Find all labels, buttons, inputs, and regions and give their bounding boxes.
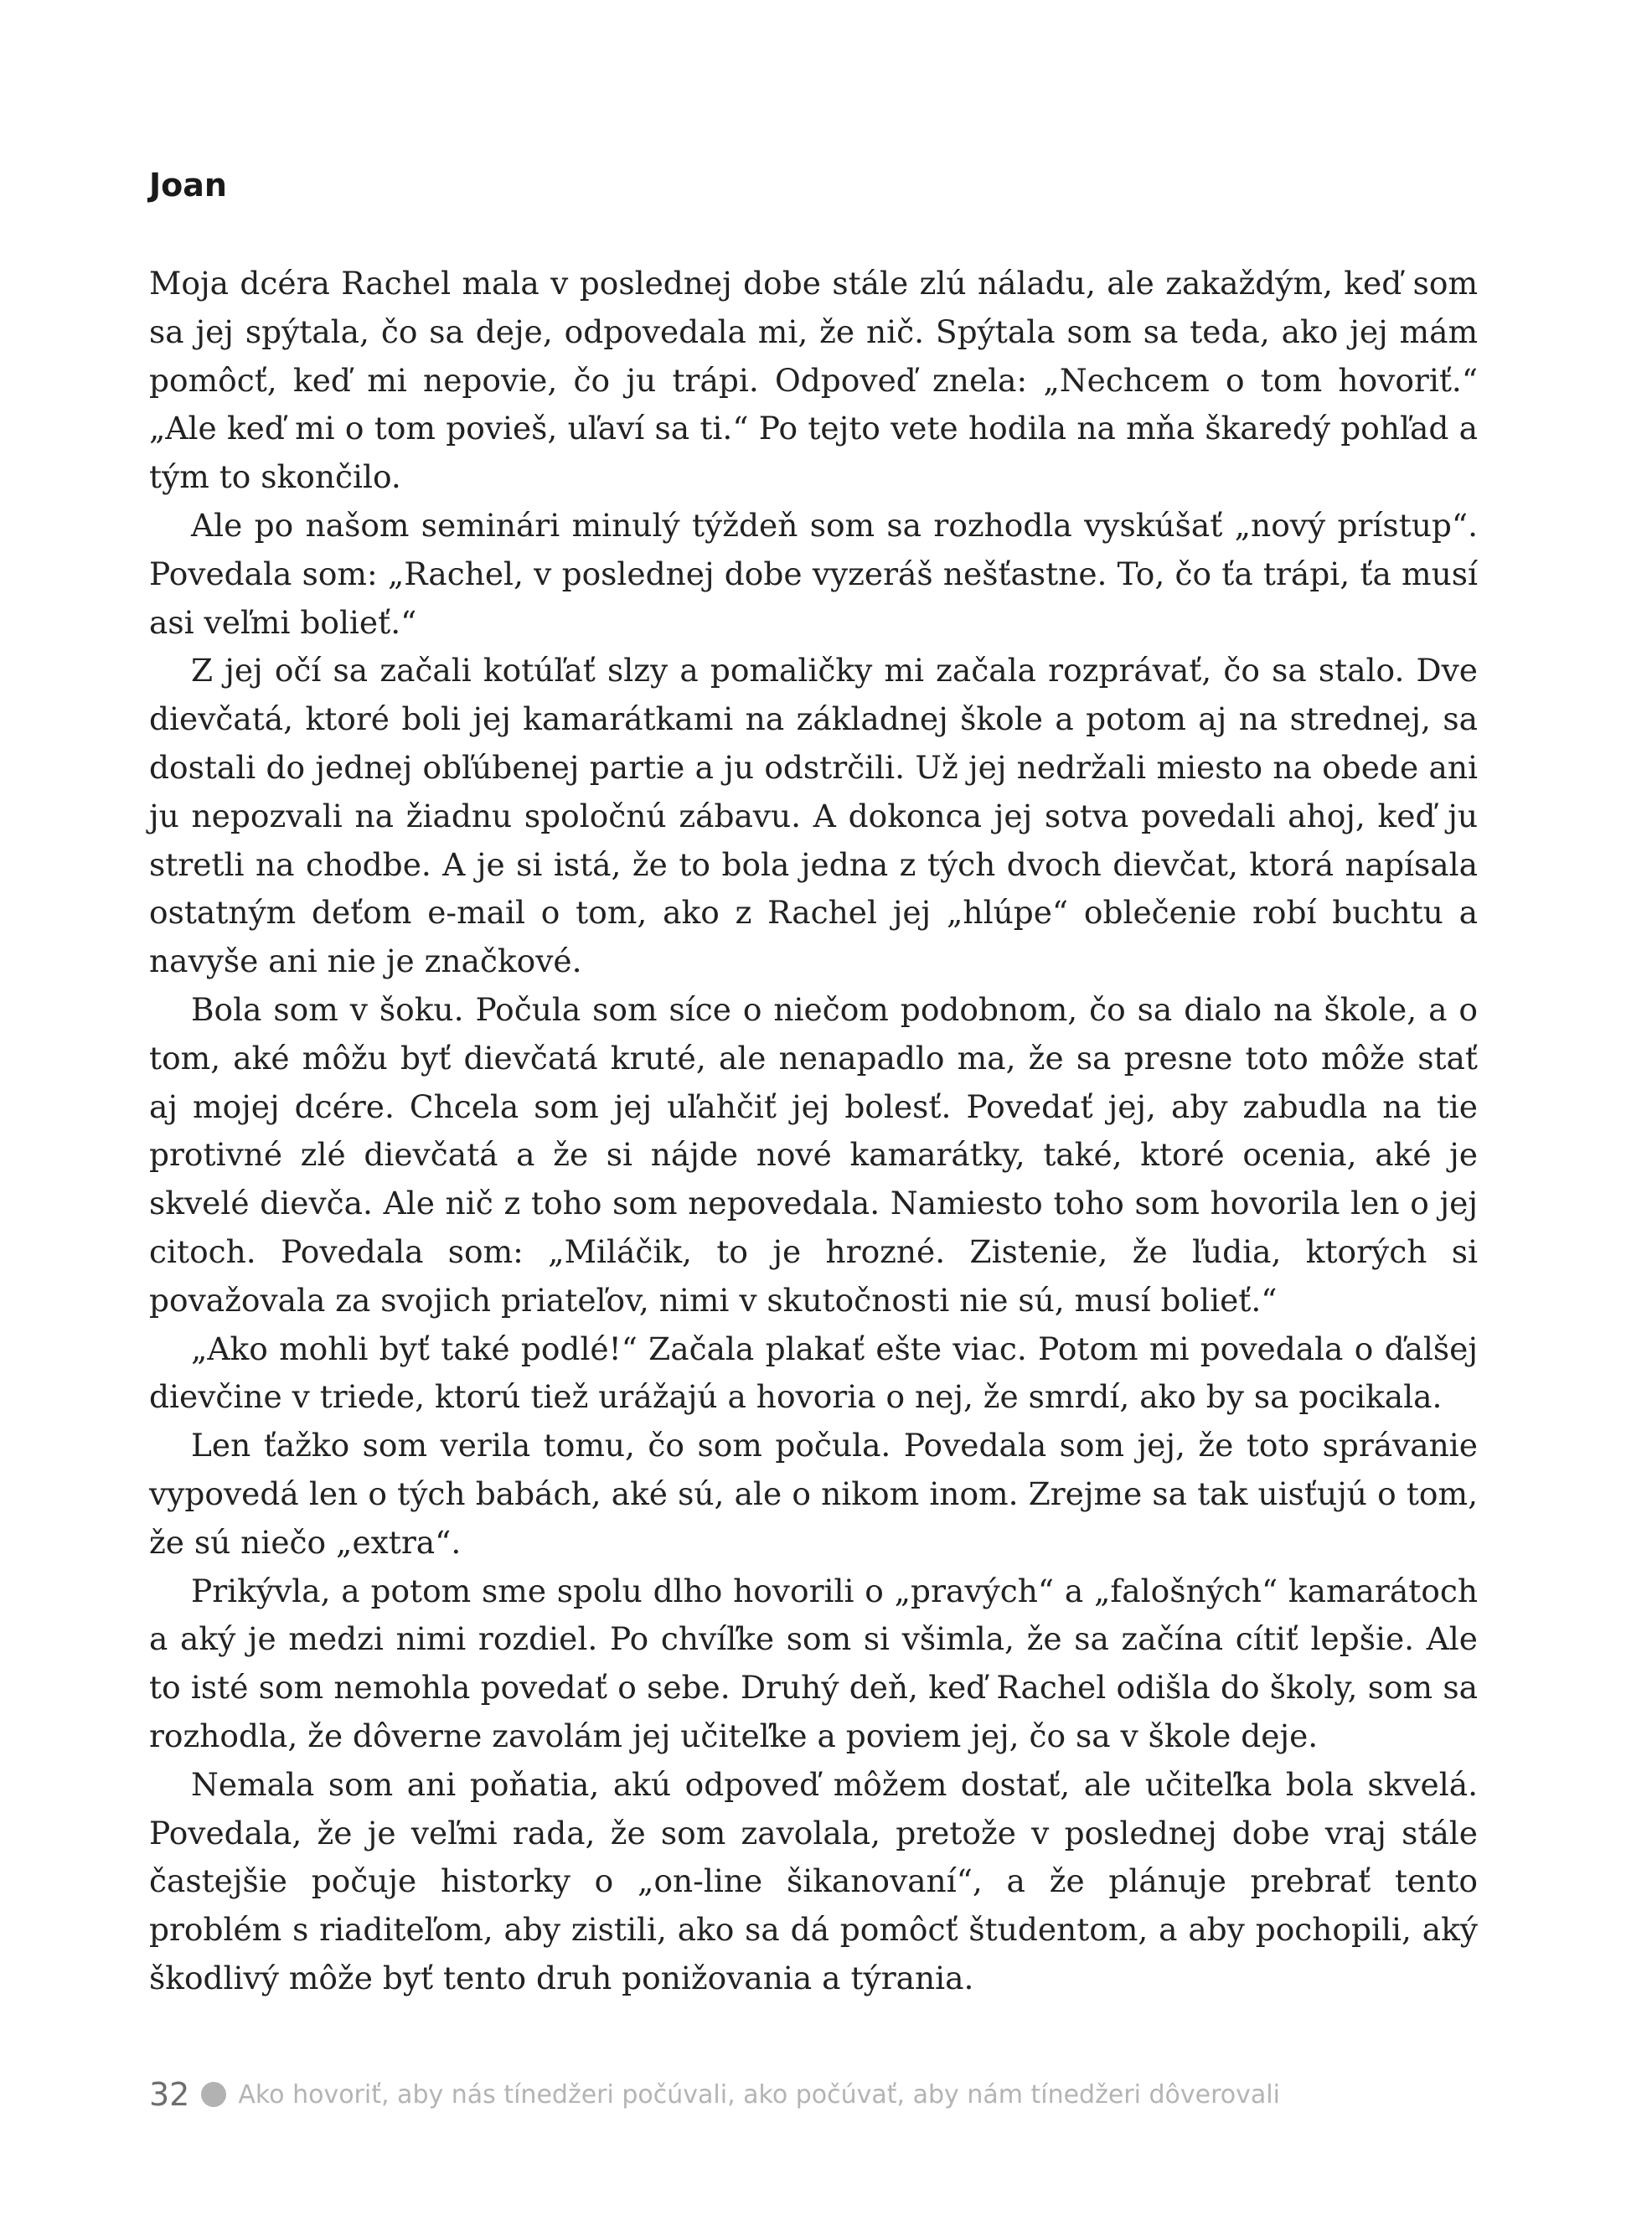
paragraph-6: Len ťažko som verila tomu, čo som počula. Povedala som jej, že toto správanie vypovedá len o tých babách, aké sú, ale o nikom inom. Zrejme sa tak uisťujú o tom, že sú niečo „extra“. [149,1427,1478,1561]
running-title: Ako hovoriť, aby nás tínedžeri počúvali, ako počúvať, aby nám tínedžeri dôverovali [238,2079,1280,2110]
bullet-dot-icon [201,2082,226,2107]
paragraph-4: Bola som v šoku. Počula som síce o niečom podobnom, čo sa dialo na škole, a o tom, aké môžu byť dievčatá kruté, ale nenapadlo ma, že sa presne toto môže stať aj mojej dcére. Chcela som jej uľahčiť jej bolesť. Povedať jej, aby zabudla na tie protivné zlé dievčatá a že si nájde nové kamarátky, také, ktoré ocenia, aké je skvelé dievča. Ale nič z toho som nepovedala. Namiesto toho som hovorila len o jej citoch. Povedala som: „Miláčik, to je hrozné. Zistenie, že ľudia, ktorých si považovala za svojich priateľov, nimi v skutočnosti nie sú, musí bolieť.“ [149,990,1478,1319]
paragraph-5: „Ako mohli byť také podlé!“ Začala plakať ešte viac. Potom mi povedala o ďalšej dievčine v triede, ktorú tiež urážajú a hovoria o nej, že smrdí, ako by sa pocikala. [149,1330,1478,1416]
paragraph-8: Nemala som ani poňatia, akú odpoveď môžem dostať, ale učiteľka bola skvelá. Povedala, že je veľmi rada, že som zavolala, pretože v poslednej dobe vraj stále častejšie počuje historky o „on-line šikanovaní“, a že plánuje prebrať tento problém s riaditeľom, aby zistili, ako sa dá pomôcť študentom, a aby pochopili, aký škodlivý môže byť tento druh ponižovania a týrania. [149,1765,1478,1996]
paragraph-2: Ale po našom seminári minulý týždeň som sa rozhodla vyskúšať „nový prístup“. Povedala som: „Rachel, v poslednej dobe vyzeráš nešťastne. To, čo ťa trápi, ťa musí asi veľmi bolieť.“ [149,506,1478,641]
page-footer [149,2072,1280,2117]
paragraph-1: Moja dcéra Rachel mala v poslednej dobe stále zlú náladu, ale zakaždým, keď som sa jej spýtala, čo sa deje, odpovedala mi, že nič. Spýtala som sa teda, ako jej mám pomôcť, keď mi nepovie, čo ju trápi. Odpoveď znela: „Nechcem o tom hovoriť.“ „Ale keď mi o tom povieš, uľaví sa ti.“ Po tejto vete hodila na mňa škaredý pohľad a tým to skončilo. [149,265,1478,496]
page-number: 32 [149,2076,190,2113]
paragraph-7: Prikývla, a potom sme spolu dlho hovorili o „pravých“ a „falošných“ kamarátoch a aký je medzi nimi rozdiel. Po chvíľke som si všimla, že sa začína cítiť lepšie. Ale to isté som nemohla povedať o sebe. Druhý deň, keď Rachel odišla do školy, som sa rozhodla, že dôverne zavolám jej učiteľke a poviem jej, čo sa v škole deje. [149,1572,1478,1754]
section-heading: Joan [149,167,227,204]
body-text [149,260,1478,2003]
paragraph-3: Z jej očí sa začali kotúľať slzy a pomaličky mi začala rozprávať, čo sa stalo. Dve dievčatá, ktoré boli jej kamarátkami na základnej škole a potom aj na strednej, sa dostali do jednej obľúbenej partie a ju odstrčili. Už jej nedržali miesto na obede ani ju nepozvali na žiadnu spoločnú zábavu. A dokonca jej sotva povedali ahoj, keď ju stretli na chodbe. A je si istá, že to bola jedna z tých dvoch dievčat, ktorá napísala ostatným deťom e-mail o tom, ako z Rachel jej „hlúpe“ oblečenie robí buchtu a navyše ani nie je značkové. [149,652,1478,980]
